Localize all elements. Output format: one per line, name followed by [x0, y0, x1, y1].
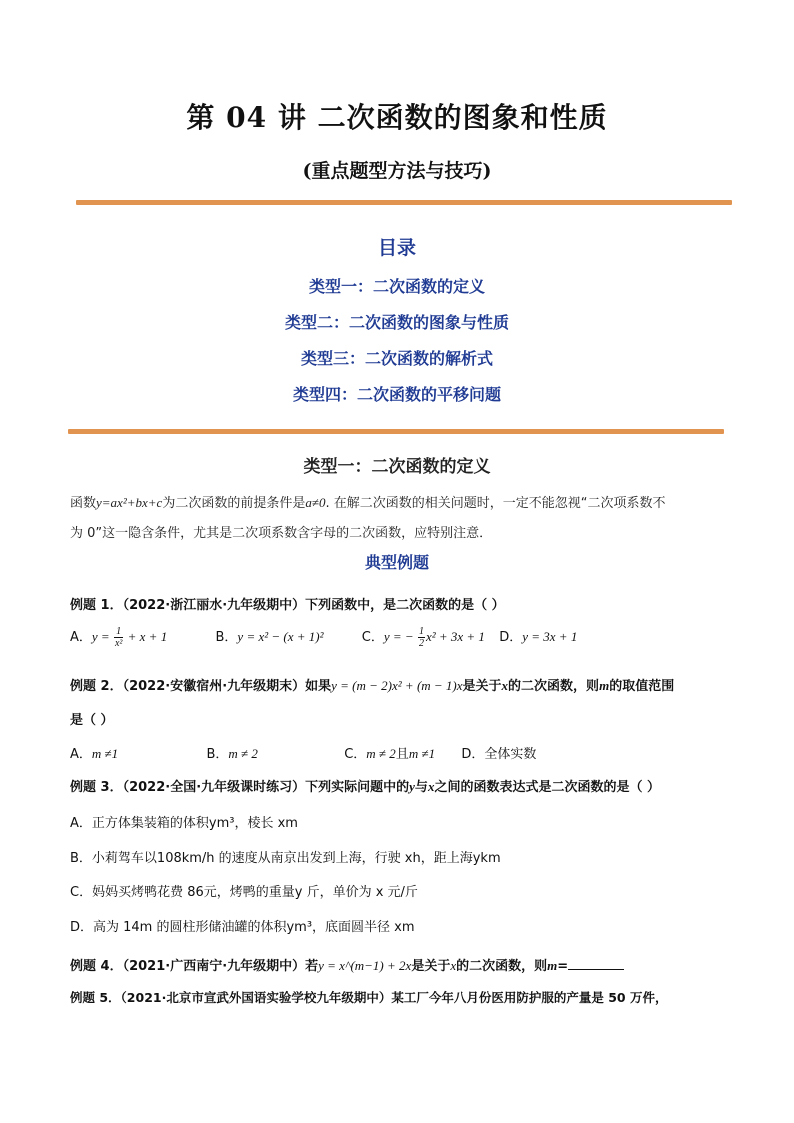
- toc-item-4[interactable]: 类型四：二次函数的平移问题: [292, 385, 501, 404]
- ex2-option-b-label: B．: [206, 747, 229, 762]
- ex3-label-a: 例题 3．（2022·全国·九年级课时练习）下列实际问题中的: [70, 780, 410, 795]
- ex1-option-b[interactable]: [216, 630, 324, 645]
- divider-top: [76, 200, 732, 205]
- ex4-text-tail: 的二次函数，则: [456, 959, 548, 974]
- intro-paragraph: [70, 488, 726, 549]
- example-2-options: [70, 743, 536, 762]
- ex1-option-b-label: B．: [215, 630, 238, 645]
- toc-item-1[interactable]: 类型一：二次函数的定义: [308, 277, 485, 296]
- ex1-option-c-fraction: [418, 626, 425, 649]
- ex1-option-c-label: C．: [361, 630, 384, 645]
- ex2-option-d-text: 全体实数: [484, 747, 537, 762]
- ex2-option-c-text2: m ≠1: [408, 746, 436, 761]
- ex4-text-mid: 是关于: [411, 959, 451, 974]
- ex2-text-mid2: 的二次函数，则: [508, 679, 600, 694]
- ex2-option-b-text: m ≠ 2: [228, 746, 258, 761]
- ex4-equals: =: [557, 959, 569, 974]
- toc-heading: 目录: [377, 237, 416, 259]
- intro-line-2: 为 0”这一隐含条件，尤其是二次项系数含字母的二次函数，应特别注意．: [70, 526, 493, 541]
- example-2-question-line2: 是（ ）: [70, 713, 114, 728]
- section-heading: 类型一：二次函数的定义: [303, 457, 491, 477]
- intro-line-1: [70, 488, 726, 519]
- ex3-option-d[interactable]: D．高为 14m 的圆柱形储油罐的体积ym³，底面圆半径 xm: [70, 920, 415, 935]
- ex2-option-a-text: m ≠1: [91, 746, 119, 761]
- ex4-var-x: x: [450, 958, 457, 973]
- ex1-a-numerator: 1: [114, 626, 123, 638]
- intro-formula: y=ax²+bx+c: [96, 495, 163, 510]
- ex3-label-b: 与: [414, 780, 428, 795]
- ex2-option-c-text: m ≠ 2: [366, 746, 396, 761]
- example-4-question: [70, 955, 730, 974]
- ex4-answer-blank[interactable]: [568, 957, 624, 970]
- ex1-option-a-fraction: [114, 626, 123, 649]
- ex1-option-a-label: A．: [70, 630, 92, 645]
- ex2-option-c[interactable]: [344, 747, 435, 762]
- ex2-option-c-label: C．: [344, 747, 367, 762]
- ex2-formula: y = (m − 2)x² + (m − 1)x: [331, 678, 463, 693]
- intro-text-a: 函数: [70, 496, 97, 511]
- ex4-label: 例题 4．（2021·广西南宁·九年级期中）若: [70, 959, 319, 974]
- ex1-option-b-text: y = x² − (x + 1)²: [237, 629, 324, 644]
- intro-text-b: 为二次函数的前提条件是: [162, 496, 306, 511]
- ex3-option-b[interactable]: B．小莉驾车以108km/h 的速度从南京出发到上海，行驶 xh，距上海ykm: [70, 851, 501, 866]
- page-subtitle: (重点题型方法与技巧): [302, 160, 492, 182]
- ex2-option-a[interactable]: [70, 747, 118, 762]
- ex1-a-denominator: x²: [114, 638, 123, 649]
- ex2-text-mid: 是关于: [462, 679, 502, 694]
- ex2-option-c-join: 且: [395, 747, 409, 762]
- toc-item-3[interactable]: 类型三：二次函数的解析式: [300, 349, 493, 368]
- ex3-option-c[interactable]: C．妈妈买烤鸭花费 86元，烤鸭的重量y 斤，单价为 x 元/斤: [70, 885, 418, 900]
- ex3-option-a[interactable]: A．正方体集装箱的体积ym³，棱长 xm: [70, 816, 298, 831]
- ex1-c-denominator: 2: [418, 638, 424, 649]
- ex1-option-c[interactable]: [361, 626, 485, 649]
- ex3-label-c: 之间的函数表达式是二次函数的是（ ）: [434, 780, 660, 795]
- example-5-question: 例题 5．（2021·北京市宣武外国语实验学校九年级期中）某工厂今年八月份医用防护服的产量是 50 万件，: [70, 990, 668, 1005]
- ex1-option-a-tail: + x + 1: [124, 629, 168, 644]
- example-3-question: [70, 776, 730, 795]
- ex2-var-m: m: [599, 678, 610, 693]
- ex1-option-c-text: y = −: [383, 629, 417, 644]
- divider-toc: [68, 429, 724, 434]
- ex2-option-b[interactable]: [206, 747, 257, 762]
- example-2-question: [70, 675, 730, 694]
- page-title: 第 04 讲 二次函数的图象和性质: [186, 101, 608, 134]
- toc-item-2[interactable]: 类型二：二次函数的图象与性质: [284, 313, 509, 332]
- ex2-label: 例题 2．（2022·安徽宿州·九年级期末）如果: [70, 679, 332, 694]
- ex1-option-d-text: y = 3x + 1: [522, 629, 578, 644]
- ex1-option-a[interactable]: [70, 626, 168, 649]
- ex1-option-c-tail: x² + 3x + 1: [425, 629, 485, 644]
- ex4-formula: y = x^(m−1) + 2x: [318, 958, 412, 973]
- examples-heading: 典型例题: [364, 553, 429, 572]
- example-1-question: 例题 1．（2022·浙江丽水·九年级期中）下列函数中，是二次函数的是（ ）: [70, 598, 505, 613]
- ex3-var-y: y: [409, 779, 415, 794]
- ex3-var-x: x: [427, 779, 435, 794]
- ex1-c-numerator: 1: [418, 626, 424, 637]
- ex1-option-a-text: y =: [91, 629, 113, 644]
- intro-text-c: . 在解二次函数的相关问题时，一定不能忽视“二次项系数不: [325, 496, 666, 511]
- ex4-var-m: m: [547, 958, 558, 973]
- ex2-var-x: x: [501, 678, 509, 693]
- ex2-option-d[interactable]: [461, 747, 536, 762]
- ex2-option-d-label: D．: [461, 747, 485, 762]
- ex2-option-a-label: A．: [70, 747, 92, 762]
- intro-condition: a≠0: [305, 495, 326, 510]
- ex2-text-tail: 的取值范围: [609, 679, 675, 694]
- example-1-options: [70, 626, 577, 649]
- ex1-option-d-label: D．: [499, 630, 523, 645]
- ex1-option-d[interactable]: [499, 630, 577, 645]
